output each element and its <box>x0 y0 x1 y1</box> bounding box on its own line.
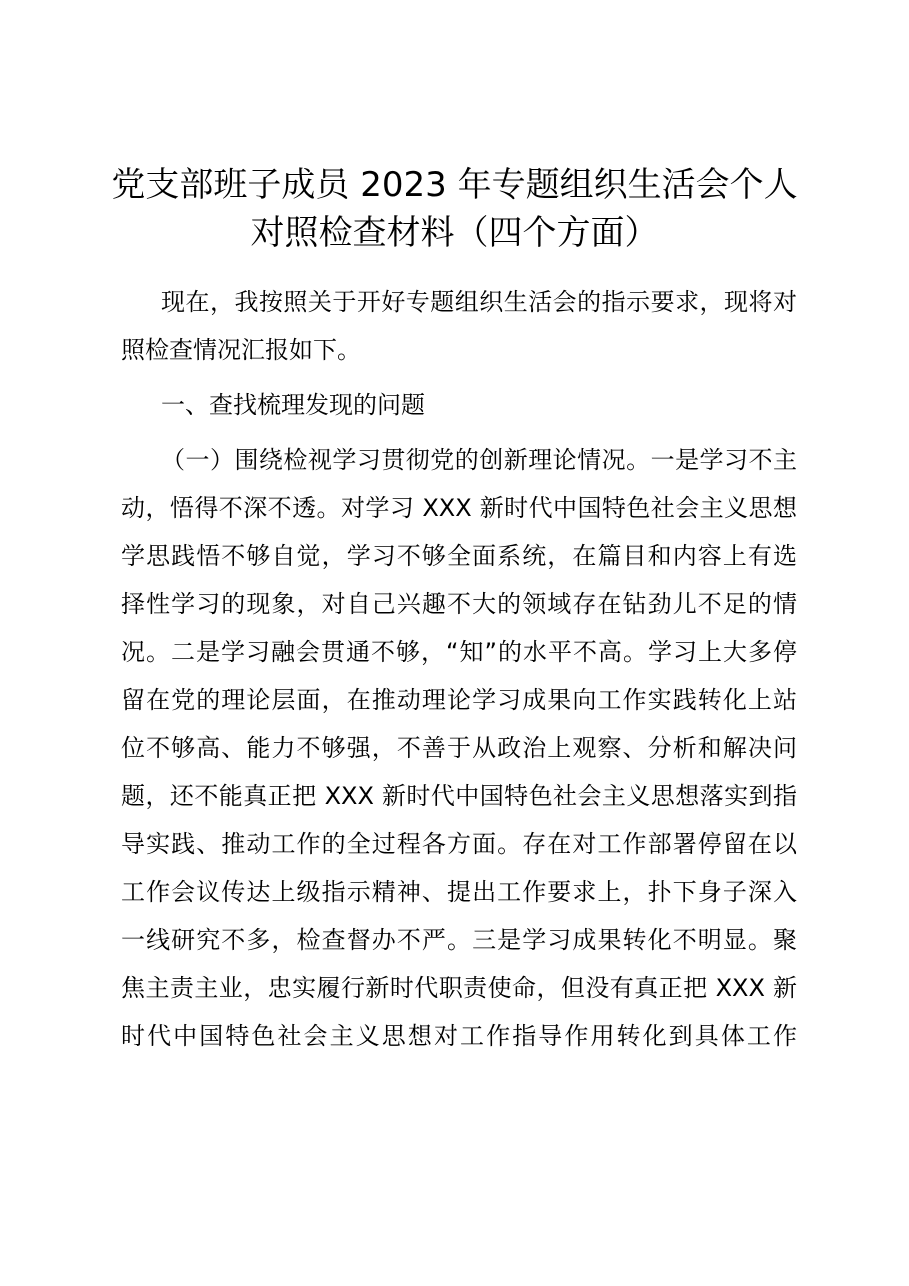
paragraph-line-10: 工作会议传达上级指示精神、提出工作要求上，扑下身子深入 <box>121 878 797 906</box>
paragraph-line-13: 时代中国特色社会主义思想对工作指导作用转化到具体工作 <box>121 1022 797 1050</box>
paragraph-line-1: （一）围绕检视学习贯彻党的创新理论情况。一是学习不主 <box>161 446 797 474</box>
paragraph-line-5: 况。二是学习融会贯通不够，“知”的水平不高。学习上大多停 <box>121 638 797 666</box>
paragraph-line-11: 一线研究不多，检查督办不严。三是学习成果转化不明显。聚 <box>121 926 797 954</box>
paragraph-line-3: 学思践悟不够自觉，学习不够全面系统，在篇目和内容上有选 <box>121 542 797 570</box>
intro-line-2: 照检查情况汇报如下。 <box>121 336 361 364</box>
document-title-line-2: 对照检查材料（四个方面） <box>250 213 659 253</box>
paragraph-line-12: 焦主责主业，忠实履行新时代职责使命，但没有真正把 XXX 新 <box>121 974 797 1002</box>
paragraph-line-8: 题，还不能真正把 XXX 新时代中国特色社会主义思想落实到指 <box>121 782 797 810</box>
intro-line-1: 现在，我按照关于开好专题组织生活会的指示要求，现将对 <box>161 288 797 316</box>
paragraph-line-7: 位不够高、能力不够强，不善于从政治上观察、分析和解决问 <box>121 734 797 762</box>
section-heading: 一、查找梳理发现的问题 <box>161 391 425 419</box>
paragraph-line-2: 动，悟得不深不透。对学习 XXX 新时代中国特色社会主义思想 <box>121 494 797 522</box>
paragraph-line-4: 择性学习的现象，对自己兴趣不大的领域存在钻劲儿不足的情 <box>121 590 797 618</box>
paragraph-line-9: 导实践、推动工作的全过程各方面。存在对工作部署停留在以 <box>121 830 797 858</box>
paragraph-line-6: 留在党的理论层面，在推动理论学习成果向工作实践转化上站 <box>121 686 797 714</box>
document-title-line-1: 党支部班子成员 2023 年专题组织生活会个人 <box>111 165 798 205</box>
